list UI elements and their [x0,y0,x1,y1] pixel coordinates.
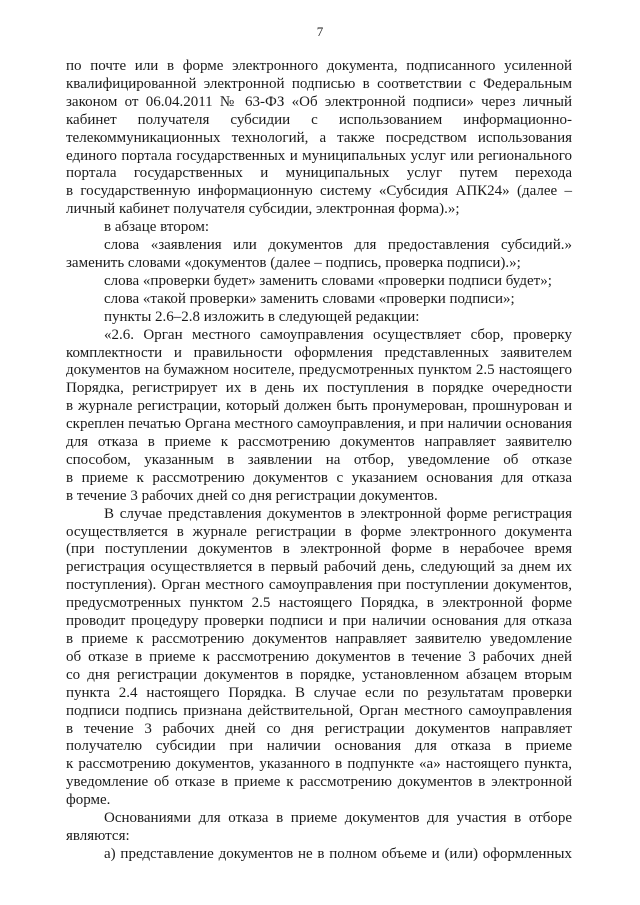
document-body [66,58,572,864]
text-line: в государственную информационную систему «Субсидия АПК24» (далее – [66,183,572,200]
text-line: со дня регистрации документов в порядке, установленном абзацем вторым [66,666,572,683]
text-line: в течение 3 рабочих дней со дня регистрации документов. [66,487,438,504]
text-line: способом, указанным в заявлении на отбор, уведомление об отказе [66,451,572,468]
text-line: об отказе в приеме к рассмотрению документов в течение 3 рабочих дней [66,648,572,665]
text-line: слова «проверки будет» заменить словами «проверки подписи будет»; [104,272,552,289]
page-number: 7 [316,24,324,39]
text-line: предусмотренных пунктом 2.5 настоящего Порядка, в электронной форме [66,595,572,612]
text-line: уведомление об отказе в приеме к рассмотрению документов в электронной [66,774,572,791]
text-line: проводит процедуру проверки подписи и при наличии основания для отказа [66,613,572,630]
text-line: скреплен печатью Органа местного самоуправления, и при наличии основания [66,416,572,433]
text-line: портала государственных и муниципальных услуг путем перехода [66,165,572,182]
text-line: в приеме к рассмотрению документов с указанием основания для отказа [66,469,572,486]
text-line: в абзаце втором: [104,219,210,236]
text-line: в течение 3 рабочих дней со дня регистрации документов направляет [66,720,572,737]
text-line: в приеме к рассмотрению документов направляет заявителю уведомление [66,631,572,647]
text-line: документов на бумажном носителе, предусмотренных пунктом 2.5 настоящего [66,362,572,379]
text-line: В случае представления документов в электронной форме регистрация [104,505,572,522]
text-line: а) представление документов не в полном объеме и (или) оформленных [104,845,572,862]
text-line: единого портала государственных и муниципальных услуг или регионального [66,147,572,164]
text-line: Порядка, регистрирует их в день их поступления в порядке очередности [66,380,572,397]
text-line: осуществляется в журнале регистрации в форме электронного документа [66,523,572,540]
text-line: «2.6. Орган местного самоуправления осуществляет сбор, проверку [104,326,572,343]
text-line: личный кабинет получателя субсидии, электронная форма).»; [66,201,460,218]
text-line: пункты 2.6–2.8 изложить в следующей редакции: [104,308,420,325]
text-line: для отказа в приеме к рассмотрению документов направляет заявителю [66,434,572,451]
text-line: слова «такой проверки» заменить словами «проверки подписи»; [104,290,515,307]
text-line: являются: [66,827,130,844]
text-line: подписи подпись признана действительной, Орган местного самоуправления [66,702,572,719]
text-line: пункта 2.4 настоящего Порядка. В случае если по результатам проверки [66,684,572,701]
text-line: квалифицированной электронной подписью в соответствии с Федеральным [66,75,572,92]
text-line: регистрация осуществляется в первый рабочий день, следующий за днем их [66,559,572,576]
text-line: телекоммуникационных технологий, а также посредством использования [66,129,572,146]
text-line: форме. [66,792,111,809]
text-line: слова «заявления или документов для предоставления субсидий.» [104,237,572,254]
text-line: в журнале регистрации, который должен быть пронумерован, прошнурован и [66,398,572,415]
text-line: заменить словами «документов (далее – подпись, проверка подписи).»; [66,254,521,271]
text-line: (при поступлении документов в электронной форме в нерабочее время [66,541,572,558]
text-line: по почте или в форме электронного документа, подписанного усиленной [66,58,572,74]
text-line: поступления). Орган местного самоуправления при поступлении документов, [66,577,572,594]
text-line: законом от 06.04.2011 № 63-ФЗ «Об электронной подписи» через личный [66,93,572,110]
text-line: комплектности и правильности оформления представленных заявителем [66,344,572,361]
text-line: получателю субсидии при наличии основания для отказа в приеме [66,738,572,755]
text-line: Основаниями для отказа в приеме документов для участия в отборе [104,810,572,827]
text-line: к рассмотрению документов, указанного в подпункте «а» настоящего пункта, [66,756,572,773]
text-line: кабинет получателя субсидии с использованием информационно- [66,111,572,128]
